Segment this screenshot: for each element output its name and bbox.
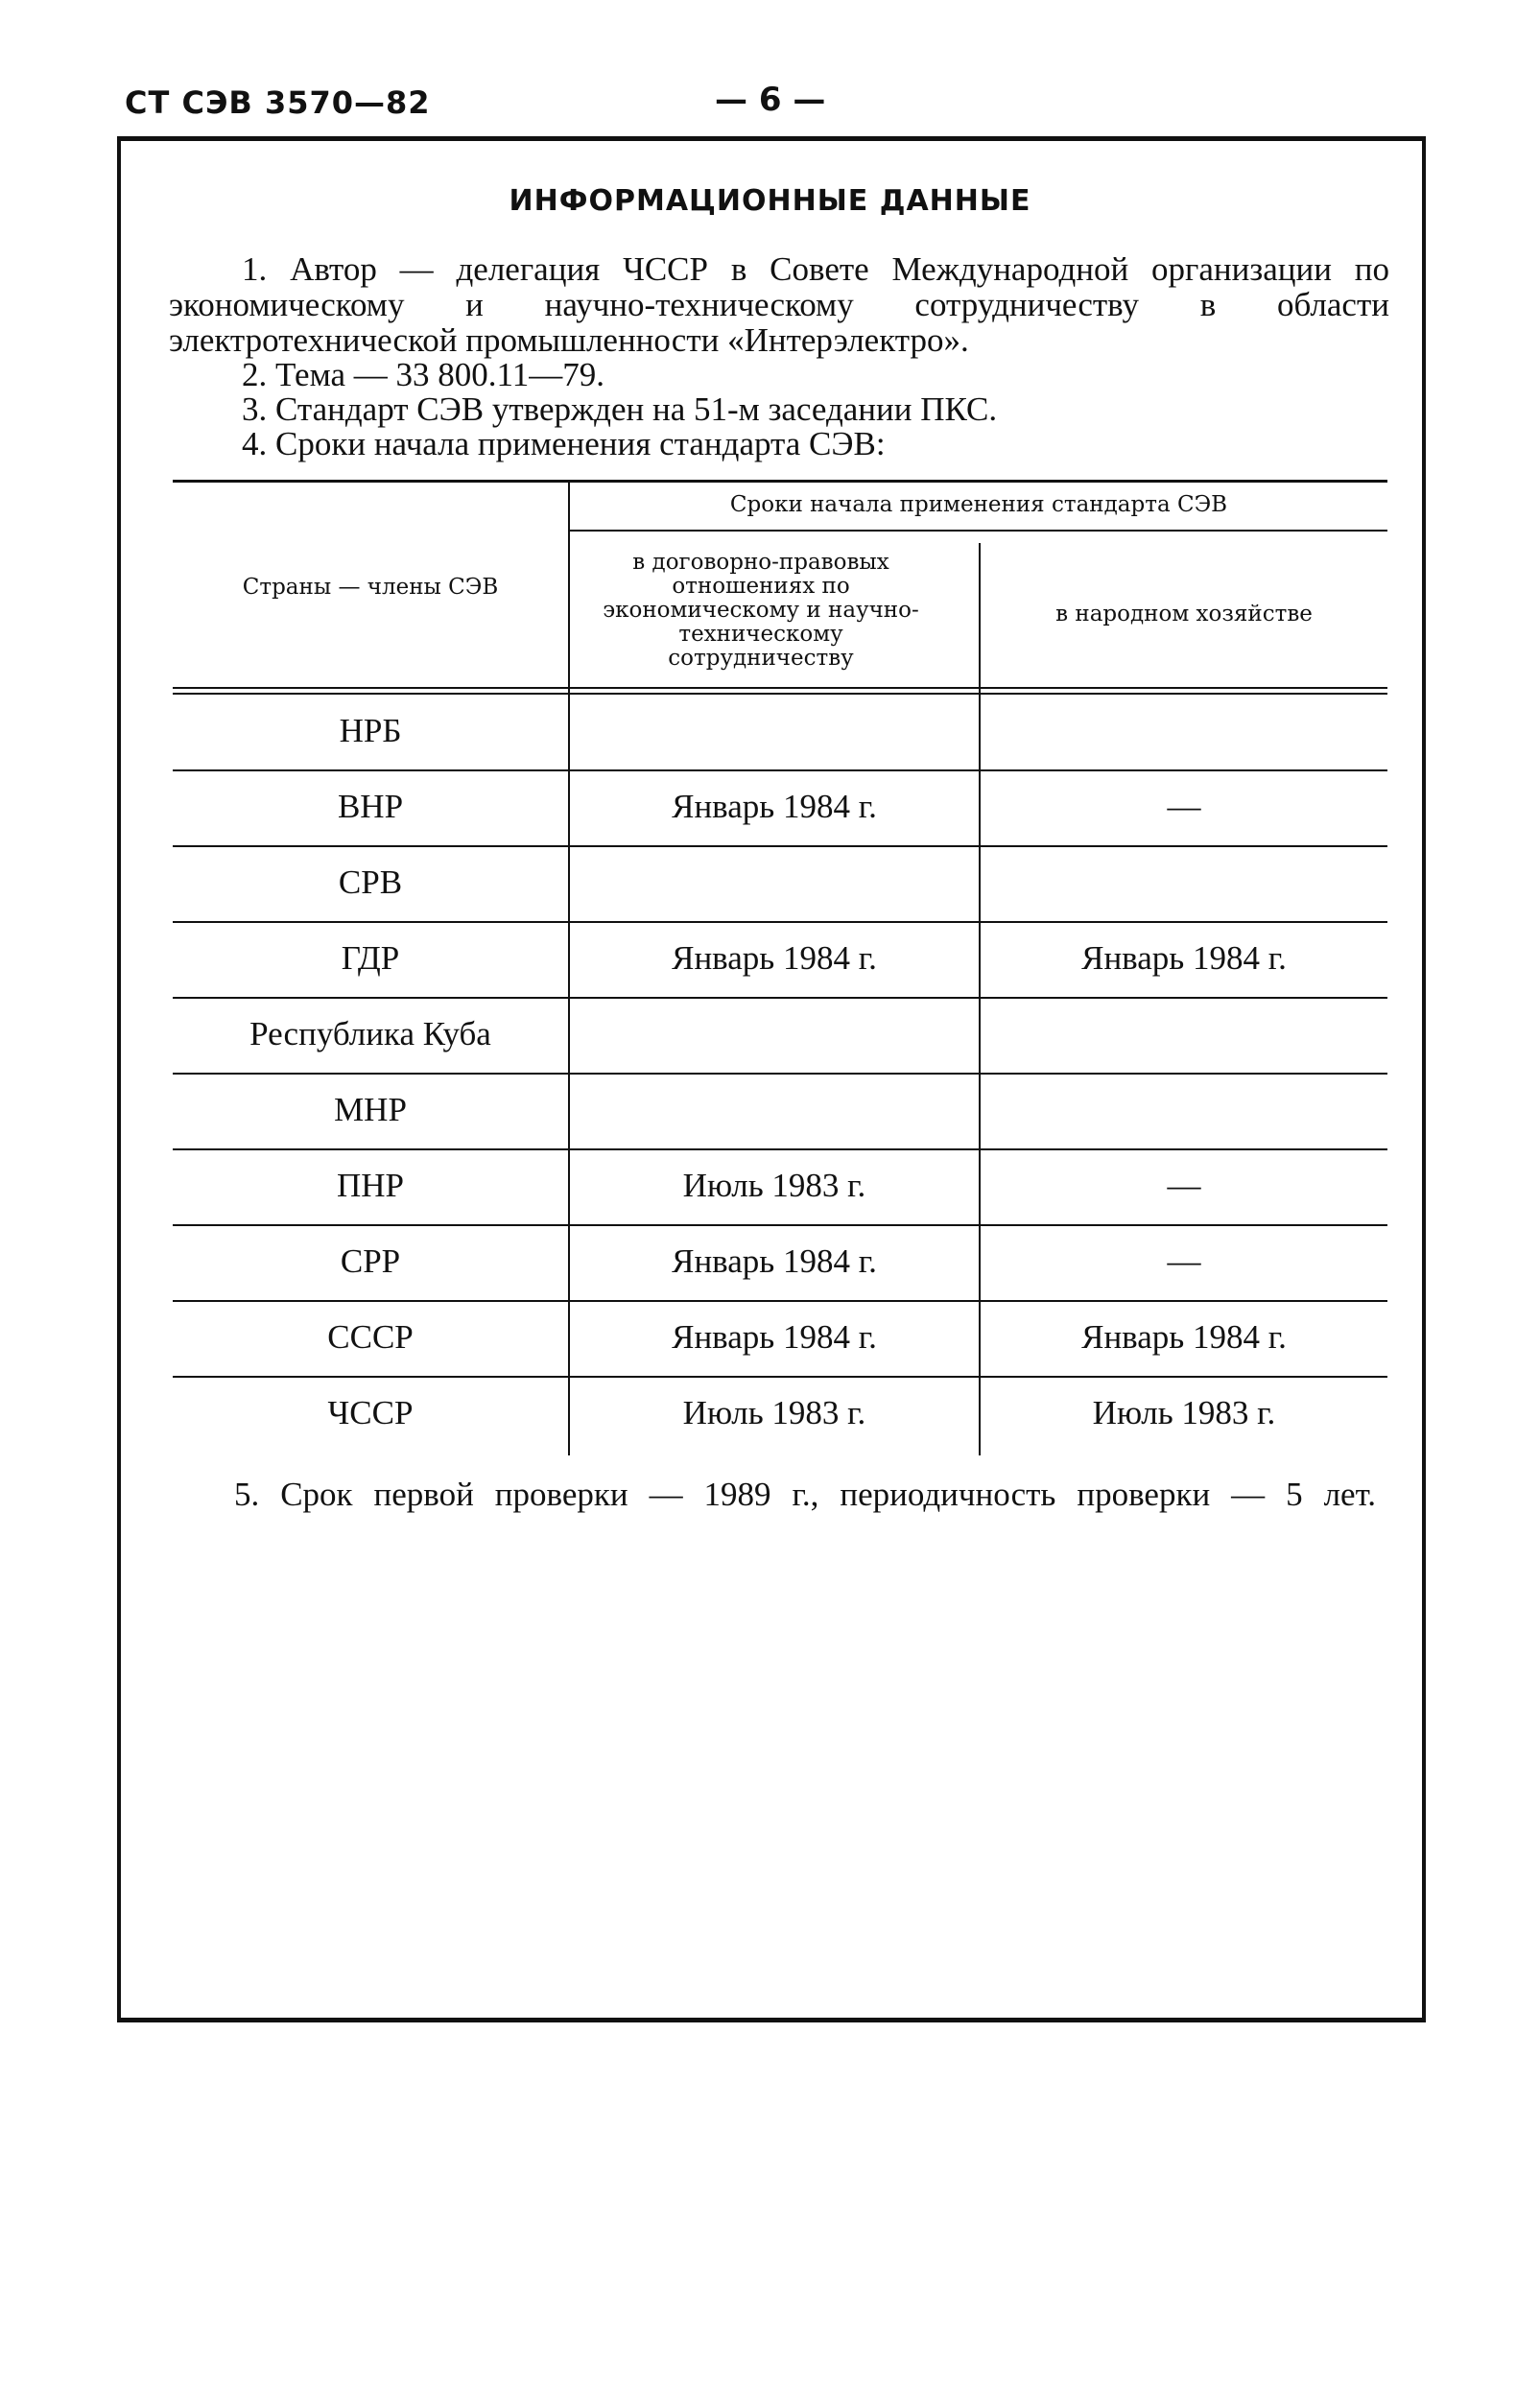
section-title: ИНФОРМАЦИОННЫЕ ДАННЫЕ xyxy=(509,184,1031,218)
table-row-rule xyxy=(173,921,1387,923)
table-cell-country: МНР xyxy=(334,1091,407,1128)
table-row-rule xyxy=(173,1376,1387,1378)
item-4-dates: 4. Сроки начала применения стандарта СЭВ: xyxy=(242,425,886,462)
header-economy: в народном хозяйстве xyxy=(1055,602,1313,627)
table-cell-economy: Январь 1984 г. xyxy=(1081,939,1287,977)
table-row-rule xyxy=(173,1073,1387,1075)
table-cell-country: СРР xyxy=(340,1242,401,1280)
table-cell-country: СССР xyxy=(327,1318,414,1356)
header-countries: Страны — члены СЭВ xyxy=(242,575,499,600)
table-cell-contract: Июль 1983 г. xyxy=(682,1394,866,1431)
page-number: — 6 — xyxy=(715,81,826,119)
table-row-rule xyxy=(173,997,1387,999)
header-rule-1 xyxy=(173,687,1387,689)
table-cell-economy: Июль 1983 г. xyxy=(1092,1394,1276,1431)
table-cell-country: ПНР xyxy=(336,1167,405,1204)
item-5-review: 5. Срок первой проверки — 1989 г., периодичность проверки — 5 лет. xyxy=(234,1476,1376,1513)
table-cell-contract: Январь 1984 г. xyxy=(672,1318,877,1356)
doc-code: СТ СЭВ 3570—82 xyxy=(125,84,431,121)
table-cell-contract: Январь 1984 г. xyxy=(672,1242,877,1280)
item-3-approval: 3. Стандарт СЭВ утвержден на 51-м заседании ПКС. xyxy=(242,390,998,428)
item-1-author: 1. Автор — делегация ЧССР в Совете Международной организации по экономическому и научно-техническому сотрудничеству в области электротехнической промышленности «Интерэлектро». xyxy=(169,250,1389,359)
table-cell-economy: — xyxy=(1167,1242,1201,1280)
header-group: Сроки начала применения стандарта СЭВ xyxy=(729,492,1228,517)
table-row-rule xyxy=(173,1224,1387,1226)
table-cell-country: ЧССР xyxy=(327,1394,414,1431)
table-top-border xyxy=(173,480,1387,483)
table-cell-contract: Январь 1984 г. xyxy=(672,788,877,825)
table-cell-country: Республика Куба xyxy=(249,1015,491,1052)
table-cell-economy: Январь 1984 г. xyxy=(1081,1318,1287,1356)
table-row-rule xyxy=(173,845,1387,847)
table-row-rule xyxy=(173,1300,1387,1302)
table-cell-contract: Январь 1984 г. xyxy=(672,939,877,977)
table-cell-country: ГДР xyxy=(341,939,400,977)
header-rule-2 xyxy=(173,693,1387,695)
table-cell-economy: — xyxy=(1167,788,1201,825)
table-row-rule xyxy=(173,769,1387,771)
table-row-rule xyxy=(173,1148,1387,1150)
table-cell-economy: — xyxy=(1167,1167,1201,1204)
table-cell-contract: Июль 1983 г. xyxy=(682,1167,866,1204)
table-cell-country: СРВ xyxy=(338,863,403,901)
table-cell-country: НРБ xyxy=(339,712,402,749)
header-contract: в договорно-правовых отношениях по экономическому и научно-техническому сотрудничеству xyxy=(603,550,919,671)
table-cell-country: ВНР xyxy=(337,788,404,825)
item-2-topic: 2. Тема — 33 800.11—79. xyxy=(242,356,604,393)
group-header-rule xyxy=(570,530,1387,532)
